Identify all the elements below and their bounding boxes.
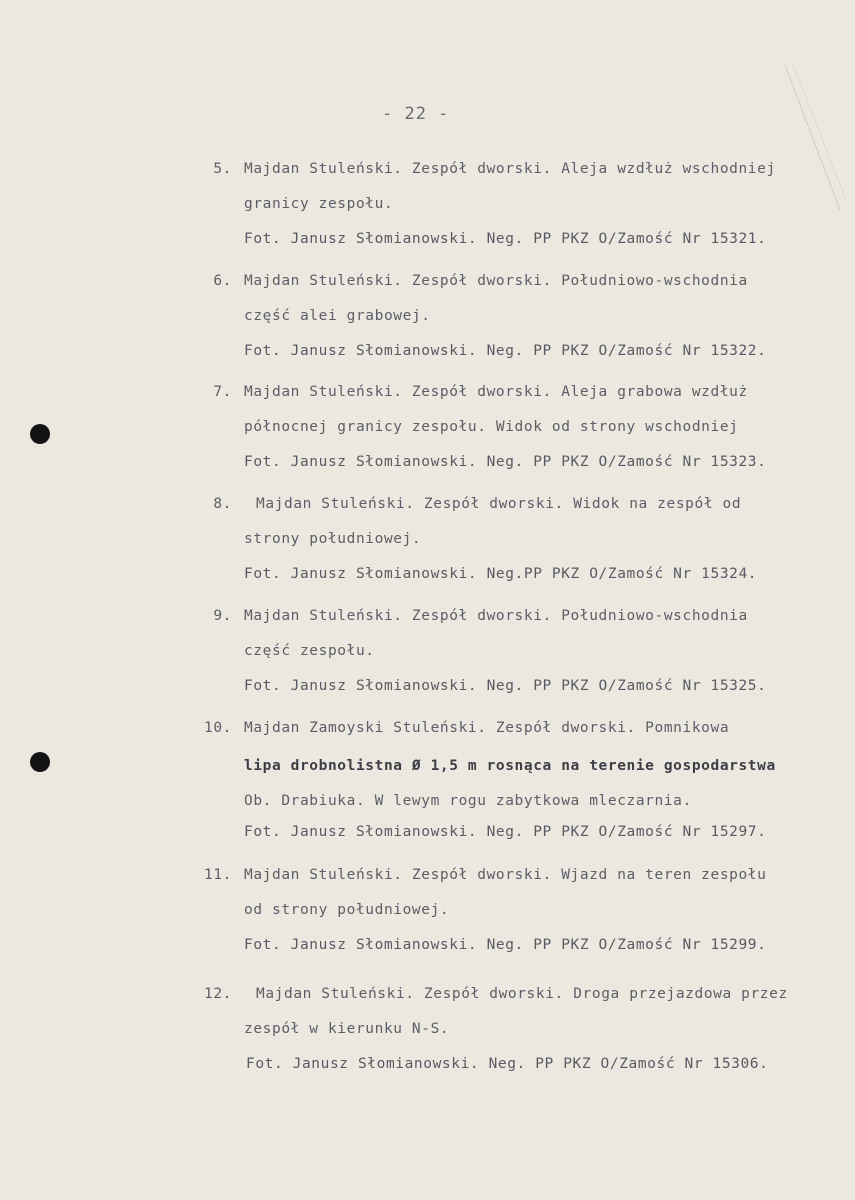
entry-number: 12. — [204, 986, 232, 1002]
entry-line: granicy zespołu. — [244, 196, 394, 212]
photo-credit: Fot. Janusz Słomianowski. Neg. PP PKZ O/Zamość Nr 15306. — [246, 1056, 769, 1072]
entry-line: Majdan Stuleński. Zespół dworski. Południowo-wschodnia — [244, 273, 748, 289]
entry-line: Majdan Stuleński. Zespół dworski. Widok na zespół od — [256, 496, 742, 512]
entry-line: lipa drobnolistna Ø 1,5 m rosnąca na terenie gospodarstwa — [244, 758, 776, 774]
photo-credit: Fot. Janusz Słomianowski. Neg. PP PKZ O/Zamość Nr 15321. — [244, 231, 767, 247]
entry-line: część zespołu. — [244, 643, 375, 659]
entry-number: 8. — [213, 496, 232, 512]
photo-credit: Fot. Janusz Słomianowski. Neg. PP PKZ O/Zamość Nr 15297. — [244, 824, 767, 840]
entry-line: Majdan Stuleński. Zespół dworski. Aleja wzdłuż wschodniej — [244, 161, 776, 177]
entry-line: Majdan Stuleński. Zespół dworski. Droga przejazdowa przez — [256, 986, 788, 1002]
entry-line: część alei grabowej. — [244, 308, 431, 324]
photo-credit: Fot. Janusz Słomianowski. Neg. PP PKZ O/Zamość Nr 15323. — [244, 454, 767, 470]
entry-line: Majdan Stuleński. Zespół dworski. Południowo-wschodnia — [244, 608, 748, 624]
entry-number: 10. — [204, 720, 232, 736]
entry-number: 7. — [213, 384, 232, 400]
binder-hole-bottom — [30, 752, 50, 772]
photo-credit: Fot. Janusz Słomianowski. Neg. PP PKZ O/Zamość Nr 15325. — [244, 678, 767, 694]
entry-number: 11. — [204, 867, 232, 883]
entry-number: 9. — [213, 608, 232, 624]
entry-line: Majdan Zamoyski Stuleński. Zespół dworski. Pomnikowa — [244, 720, 730, 736]
entry-line: Majdan Stuleński. Zespół dworski. Wjazd na teren zespołu — [244, 867, 767, 883]
entry-number: 5. — [213, 161, 232, 177]
photo-credit: Fot. Janusz Słomianowski. Neg. PP PKZ O/Zamość Nr 15322. — [244, 343, 767, 359]
entry-line: zespół w kierunku N-S. — [244, 1021, 450, 1037]
entry-number: 6. — [213, 273, 232, 289]
entry-line: Majdan Stuleński. Zespół dworski. Aleja grabowa wzdłuż — [244, 384, 748, 400]
photo-credit: Fot. Janusz Słomianowski. Neg.PP PKZ O/Zamość Nr 15324. — [244, 566, 758, 582]
photo-credit: Fot. Janusz Słomianowski. Neg. PP PKZ O/Zamość Nr 15299. — [244, 937, 767, 953]
entry-line: strony południowej. — [244, 531, 422, 547]
entry-line: Ob. Drabiuka. W lewym rogu zabytkowa mleczarnia. — [244, 793, 692, 809]
entry-line: północnej granicy zespołu. Widok od strony wschodniej — [244, 419, 739, 435]
paper-scratch-mark — [780, 60, 850, 220]
entry-line: od strony południowej. — [244, 902, 450, 918]
binder-hole-top — [30, 424, 50, 444]
page-number: - 22 - — [382, 104, 450, 124]
